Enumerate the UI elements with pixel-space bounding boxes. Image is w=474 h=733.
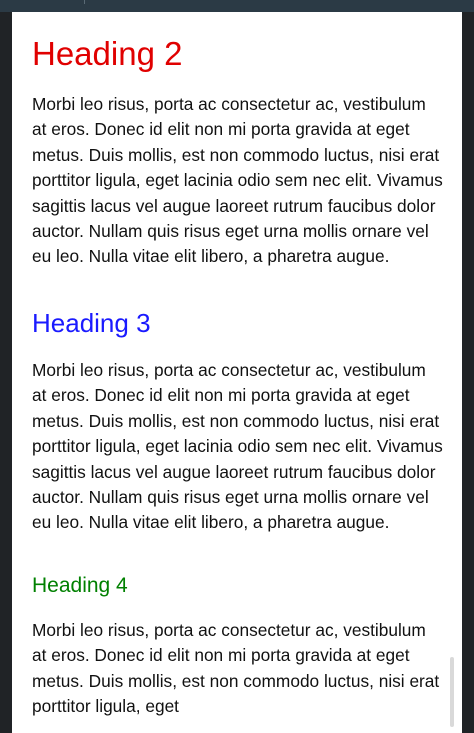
paragraph-1: Morbi leo risus, porta ac consectetur ac, vestibulum at eros. Donec id elit non mi porta gravida at eget metus. Duis mollis, est non commodo luctus, nisi erat porttitor ligula, eget lacinia odio sem nec elit. Vivamus sagittis lacus vel augue laoreet rutrum faucibus dolor auctor. Nullam quis risus eget urna mollis ornare vel eu leo. Nulla vitae elit libero, a pharetra augue.: [32, 94, 443, 267]
left-frame: [0, 12, 12, 733]
paragraph-2: Morbi leo risus, porta ac consectetur ac, vestibulum at eros. Donec id elit non mi porta gravida at eget metus. Duis mollis, est non commodo luctus, nisi erat porttitor ligula, eget lacinia odio sem nec elit. Vivamus sagittis lacus vel augue laoreet rutrum faucibus dolor auctor. Nullam quis risus eget urna mollis ornare vel eu leo. Nulla vitae elit libero, a pharetra augue.: [32, 360, 443, 533]
top-bar-divider: [84, 0, 85, 4]
heading-4: Heading 4: [32, 574, 128, 597]
heading-2: Heading 2: [32, 35, 183, 72]
right-frame: [462, 12, 474, 733]
heading-3: Heading 3: [32, 308, 151, 338]
scrollbar[interactable]: [450, 657, 454, 727]
paragraph-3: Morbi leo risus, porta ac consectetur ac, vestibulum at eros. Donec id elit non mi porta gravida at eget metus. Duis mollis, est non commodo luctus, nisi erat porttitor ligula, eget: [32, 620, 440, 717]
top-bar: [0, 0, 474, 12]
page-viewport[interactable]: [12, 12, 462, 733]
